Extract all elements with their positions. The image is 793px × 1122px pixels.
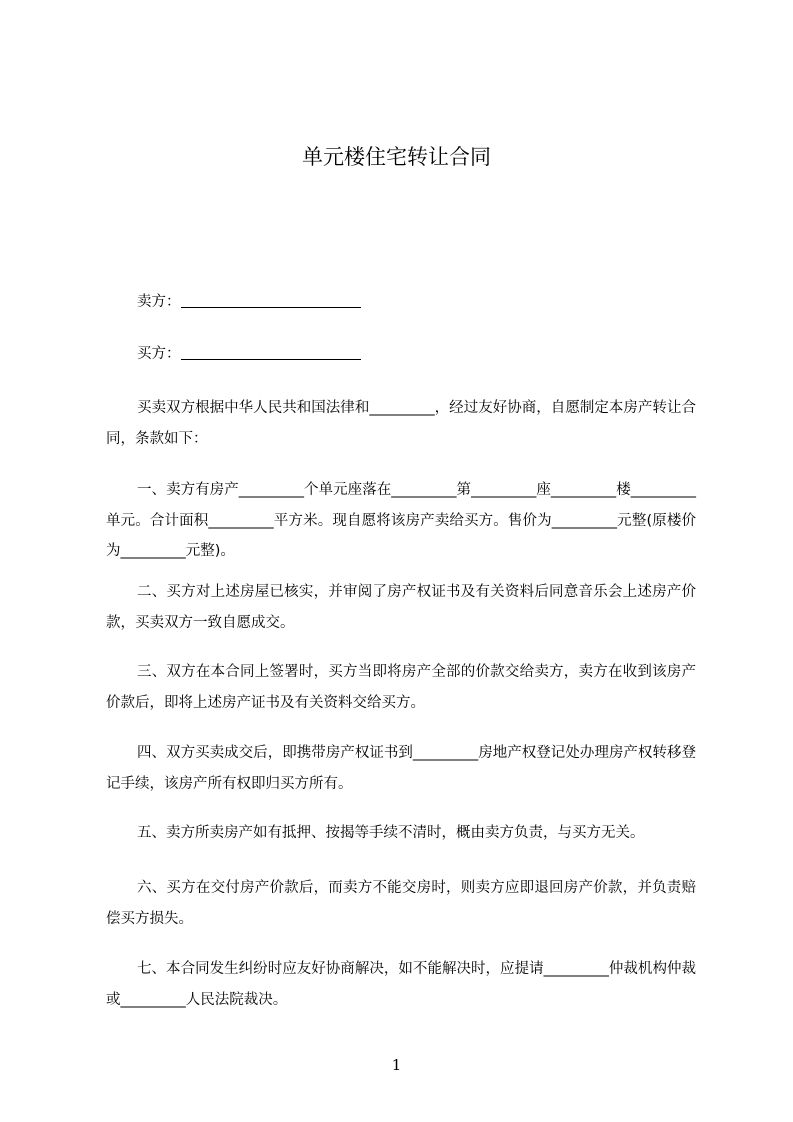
document-title: 单元楼住宅转让合同 (302, 145, 491, 169)
buyer-label: 买方： (137, 346, 181, 362)
intro-paragraph: 买卖双方根据中华人民共和国法律和_________，经过友好协商，自愿制定本房产转让合同，条款如下： (106, 400, 696, 447)
clause-2: 二、买方对上述房屋已核实，并审阅了房产权证书及有关资料后同意音乐会上述房产价款，买卖双方一致自愿成交。 (106, 584, 696, 631)
seller-line (137, 291, 361, 313)
seller-blank (181, 306, 361, 308)
clause-7: 七、本合同发生纠纷时应友好协商解决，如不能解决时，应提请_________仲裁机构仲裁或_________人民法院裁决。 (106, 961, 696, 1008)
clause-6: 六、买方在交付房产价款后，而卖方不能交房时，则卖方应即退回房产价款，并负责赔偿买方损失。 (106, 880, 696, 927)
clause-3: 三、双方在本合同上签署时，买方当即将房产全部的价款交给卖方，卖方在收到该房产价款后，即将上述房产证书及有关资料交给买方。 (106, 664, 696, 711)
page-number: 1 (391, 1056, 402, 1074)
buyer-blank (181, 358, 361, 360)
seller-label: 卖方： (137, 294, 181, 310)
clause-5: 五、卖方所卖房产如有抵押、按揭等手续不清时，概由卖方负责，与买方无关。 (137, 825, 645, 841)
buyer-line (137, 343, 361, 365)
clause-1: 一、卖方有房产_________个单元座落在_________第_________座_________楼_________单元。合计面积_________平方米。现自愿将该房产卖给买方。售价为_________元整(原楼价为_________元整)。 (106, 482, 696, 559)
clause-4: 四、双方买卖成交后，即携带房产权证书到_________房地产权登记处办理房产权转移登记手续，该房产所有权即归买方所有。 (106, 745, 696, 792)
